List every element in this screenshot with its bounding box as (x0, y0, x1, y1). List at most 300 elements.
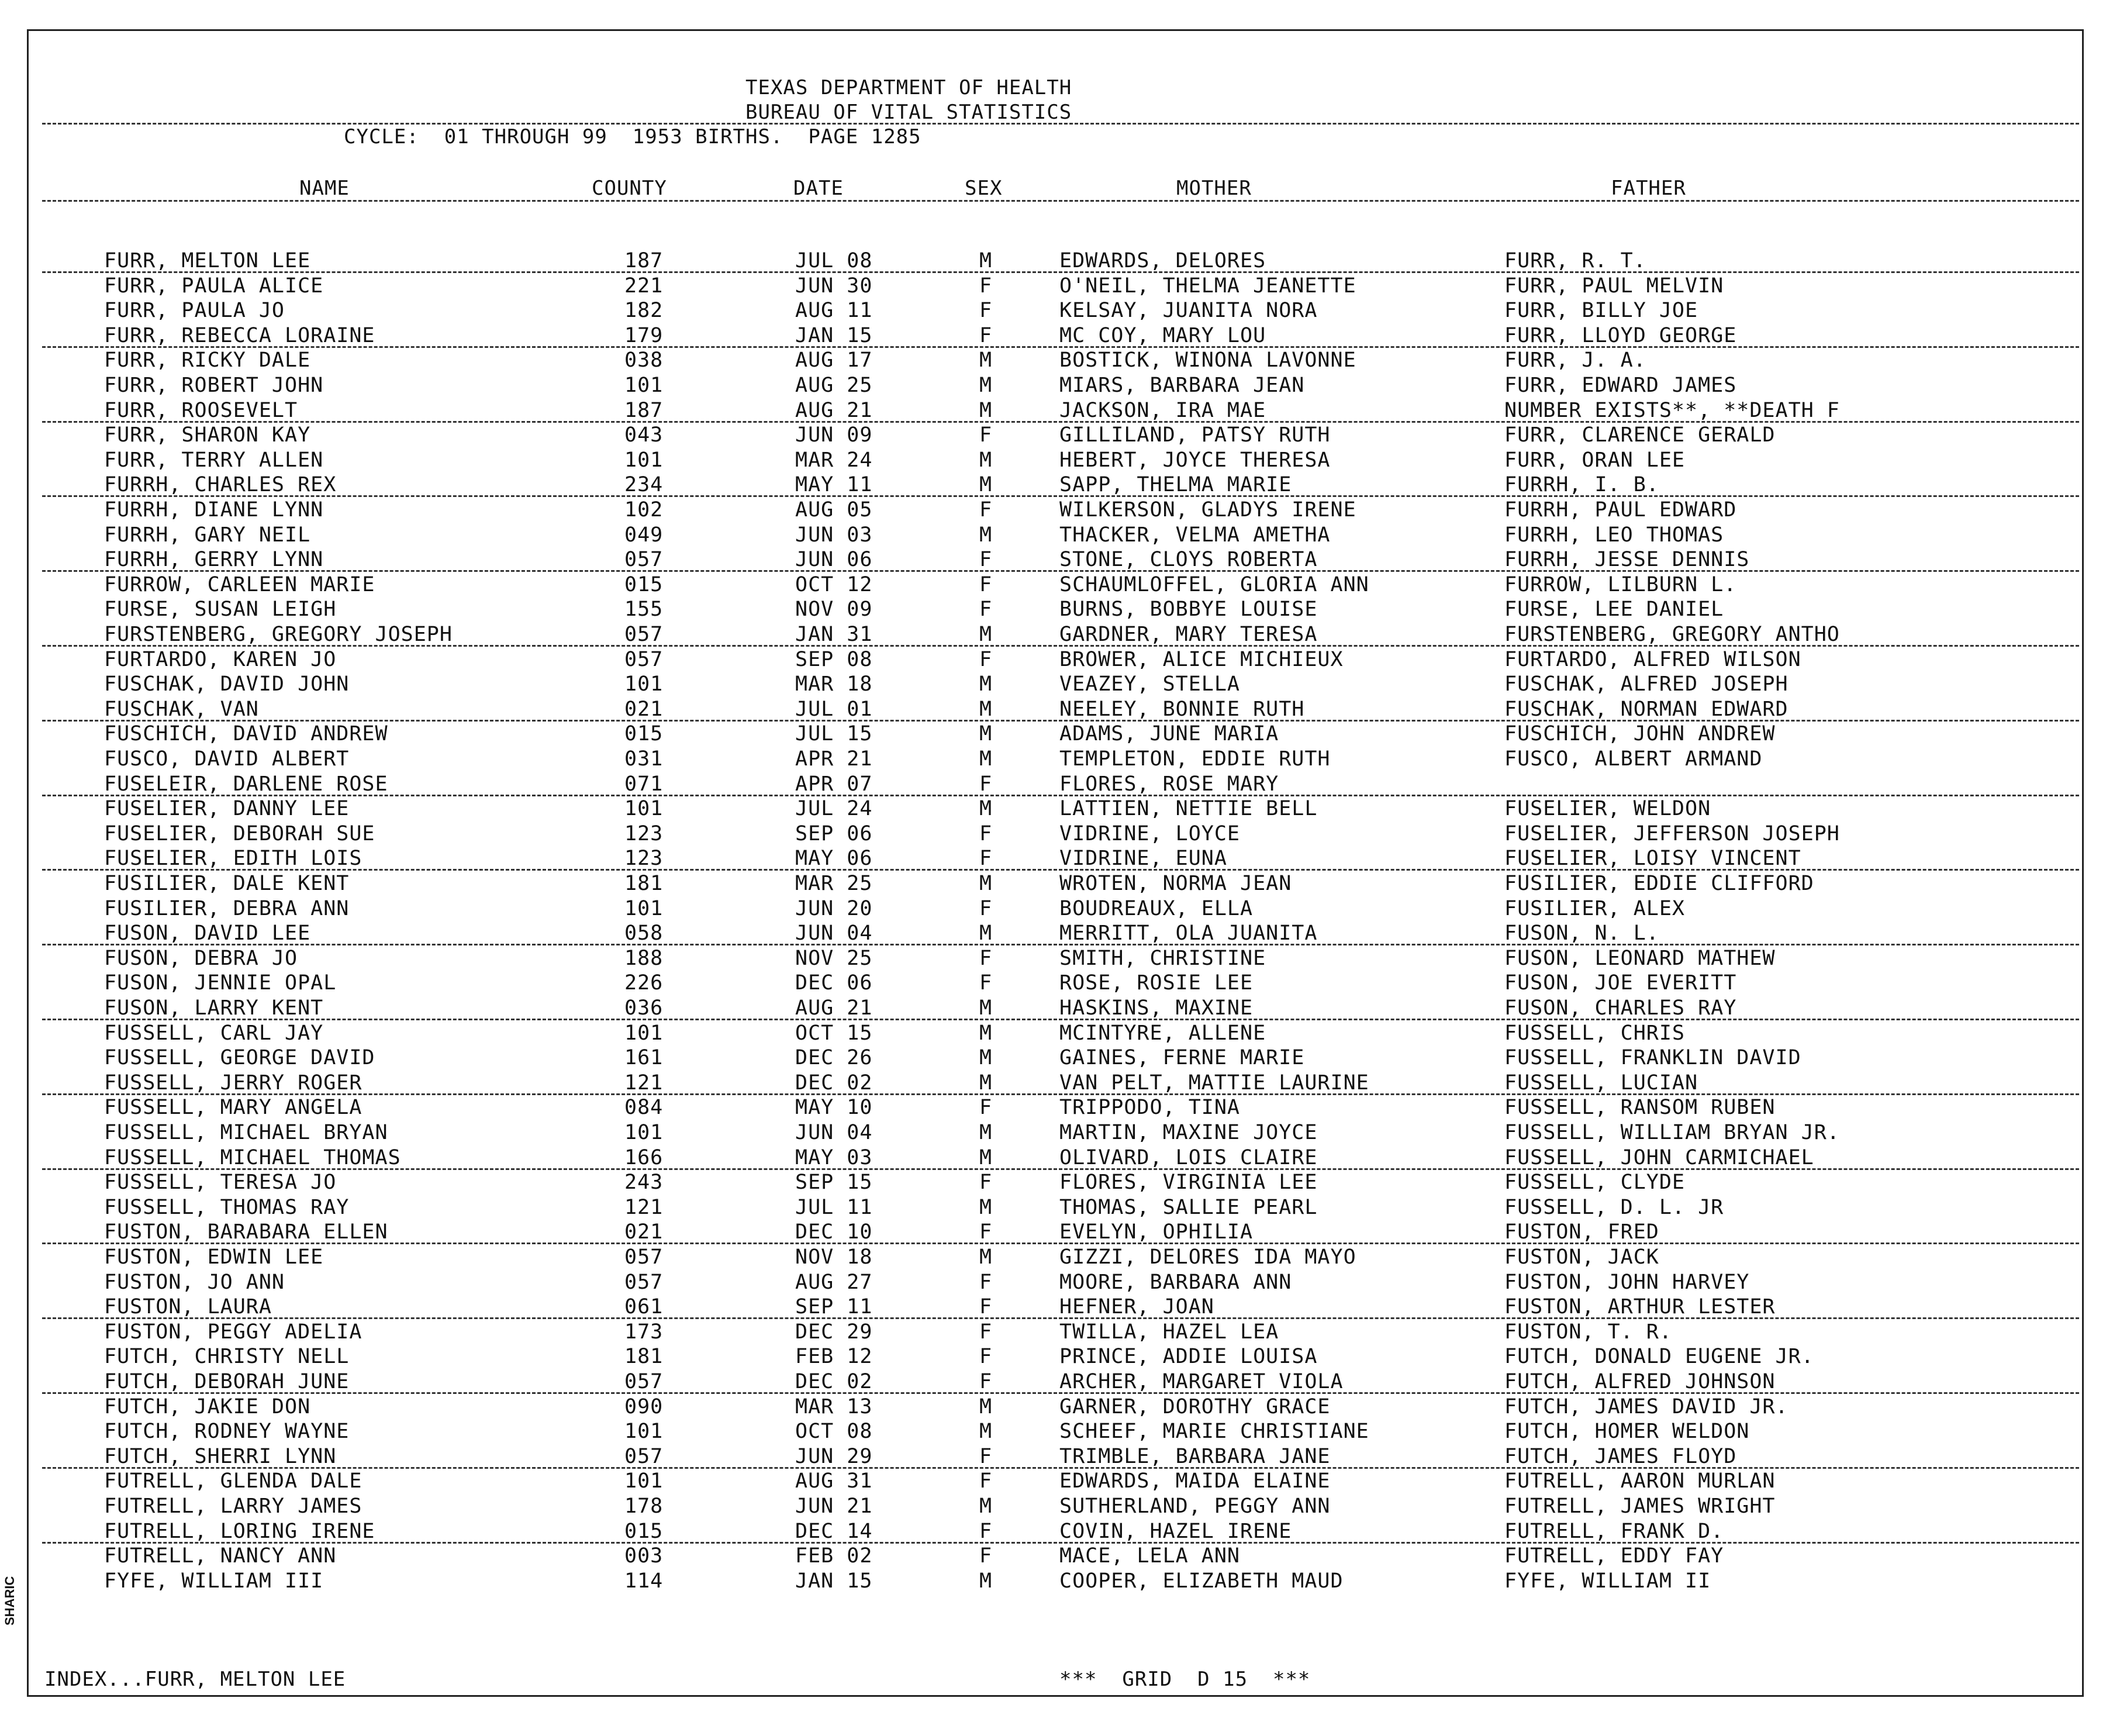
record-mother: MIARS, BARBARA JEAN (1059, 374, 1305, 397)
record-father: FUSELIER, JEFFERSON JOSEPH (1504, 822, 1840, 845)
record-row (0, 498, 2113, 523)
record-sex: M (979, 1569, 993, 1593)
record-date: JUN 30 (795, 274, 873, 298)
record-row (0, 1196, 2113, 1220)
record-name: FYFE, WILLIAM III (104, 1569, 324, 1593)
record-name: FUSSELL, MICHAEL BRYAN (104, 1121, 388, 1144)
record-sex: M (979, 1046, 993, 1070)
record-name: FURR, TERRY ALLEN (104, 448, 324, 472)
record-county: 015 (624, 572, 664, 596)
record-name: FUSELEIR, DARLENE ROSE (104, 772, 388, 796)
record-sex: M (979, 1245, 993, 1269)
record-name: FUTRELL, NANCY ANN (104, 1544, 337, 1568)
record-county: 057 (624, 1245, 664, 1269)
record-county: 057 (624, 647, 664, 671)
record-mother: FLORES, VIRGINIA LEE (1059, 1171, 1318, 1195)
record-father: FUTCH, HOMER WELDON (1504, 1420, 1750, 1444)
record-name: FUTRELL, LORING IRENE (104, 1519, 375, 1543)
record-name: FUTCH, JAKIE DON (104, 1395, 311, 1419)
record-mother: SAPP, THELMA MARIE (1059, 473, 1292, 497)
record-county: 155 (624, 598, 664, 622)
record-county: 084 (624, 1096, 664, 1120)
record-county: 188 (624, 946, 664, 970)
record-row (0, 423, 2113, 448)
record-mother: SUTHERLAND, PEGGY ANN (1059, 1495, 1331, 1518)
record-date: NOV 09 (795, 598, 873, 622)
record-row (0, 1245, 2113, 1270)
record-name: FUSSELL, GEORGE DAVID (104, 1046, 375, 1070)
record-father: FUSELIER, WELDON (1504, 797, 1711, 821)
record-father: FURR, PAUL MELVIN (1504, 274, 1724, 298)
record-date: SEP 06 (795, 822, 873, 845)
record-sex: M (979, 996, 993, 1020)
record-date: OCT 08 (795, 1420, 873, 1444)
record-date: JUN 29 (795, 1444, 873, 1468)
row-group-divider (42, 1392, 2079, 1394)
column-header-divider (42, 200, 2079, 202)
record-row (0, 847, 2113, 871)
record-mother: NEELEY, BONNIE RUTH (1059, 697, 1305, 721)
record-row (0, 722, 2113, 747)
record-row (0, 947, 2113, 971)
record-county: 101 (624, 1469, 664, 1493)
record-county: 057 (624, 623, 664, 646)
record-sex: F (979, 946, 993, 970)
column-header-sex: SEX (965, 177, 1003, 200)
record-sex: M (979, 473, 993, 497)
record-county: 121 (624, 1071, 664, 1095)
record-name: FUSON, DEBRA JO (104, 946, 298, 970)
record-sex: M (979, 523, 993, 547)
record-sex: F (979, 1270, 993, 1294)
record-name: FUSCHAK, DAVID JOHN (104, 672, 350, 696)
record-date: AUG 05 (795, 498, 873, 522)
record-sex: F (979, 1519, 993, 1543)
record-date: MAY 03 (795, 1145, 873, 1169)
record-sex: F (979, 1544, 993, 1568)
record-mother: MC COY, MARY LOU (1059, 323, 1266, 347)
record-mother: VAN PELT, MATTIE LAURINE (1059, 1071, 1369, 1095)
record-date: APR 07 (795, 772, 873, 796)
record-date: AUG 27 (795, 1270, 873, 1294)
record-father: FUTRELL, EDDY FAY (1504, 1544, 1724, 1568)
record-mother: WILKERSON, GLADYS IRENE (1059, 498, 1356, 522)
record-father: NUMBER EXISTS**, **DEATH F (1504, 398, 1840, 422)
record-name: FUSTON, EDWIN LEE (104, 1245, 324, 1269)
record-date: JUL 24 (795, 797, 873, 821)
record-father: FUSSELL, JOHN CARMICHAEL (1504, 1145, 1814, 1169)
record-county: 058 (624, 922, 664, 945)
record-county: 038 (624, 348, 664, 372)
record-mother: SCHEEF, MARIE CHRISTIANE (1059, 1420, 1369, 1444)
row-group-divider (42, 1243, 2079, 1244)
record-county: 101 (624, 672, 664, 696)
record-row (0, 1146, 2113, 1171)
record-sex: M (979, 1495, 993, 1518)
record-name: FUTRELL, LARRY JAMES (104, 1495, 362, 1518)
record-row (0, 1271, 2113, 1295)
record-mother: VEAZEY, STELLA (1059, 672, 1241, 696)
record-county: 161 (624, 1046, 664, 1070)
record-county: 123 (624, 822, 664, 845)
record-father: FURTARDO, ALFRED WILSON (1504, 647, 1801, 671)
column-header-mother: MOTHER (1176, 177, 1252, 200)
record-name: FUSSELL, MARY ANGELA (104, 1096, 362, 1120)
record-county: 226 (624, 971, 664, 995)
record-county: 015 (624, 1519, 664, 1543)
record-mother: MERRITT, OLA JUANITA (1059, 922, 1318, 945)
header-cycle: CYCLE: 01 THROUGH 99 1953 BIRTHS. PAGE 1285 (344, 125, 921, 149)
record-father: FUSILIER, ALEX (1504, 896, 1686, 920)
record-county: 221 (624, 274, 664, 298)
record-sex: F (979, 498, 993, 522)
record-name: FUSON, LARRY KENT (104, 996, 324, 1020)
record-county: 057 (624, 1444, 664, 1468)
record-name: FURTARDO, KAREN JO (104, 647, 337, 671)
row-group-divider (42, 1168, 2079, 1170)
record-date: JAN 15 (795, 1569, 873, 1593)
record-name: FURR, RICKY DALE (104, 348, 311, 372)
record-row (0, 523, 2113, 548)
record-row (0, 299, 2113, 323)
record-row (0, 872, 2113, 896)
record-row (0, 672, 2113, 697)
record-father: FURRH, PAUL EDWARD (1504, 498, 1737, 522)
record-father: FUSELIER, LOISY VINCENT (1504, 847, 1801, 871)
record-row (0, 598, 2113, 622)
record-father: FURRH, I. B. (1504, 473, 1659, 497)
record-mother: EDWARDS, DELORES (1059, 249, 1266, 272)
record-father: FUTCH, DONALD EUGENE JR. (1504, 1345, 1814, 1369)
record-sex: M (979, 1195, 993, 1219)
record-date: JUL 01 (795, 697, 873, 721)
record-mother: MARTIN, MAXINE JOYCE (1059, 1121, 1318, 1144)
record-mother: THACKER, VELMA AMETHA (1059, 523, 1331, 547)
record-father: FUSON, N. L. (1504, 922, 1659, 945)
record-sex: F (979, 423, 993, 447)
record-name: FURRH, CHARLES REX (104, 473, 337, 497)
record-father: FUSSELL, CLYDE (1504, 1171, 1686, 1195)
record-name: FUTCH, RODNEY WAYNE (104, 1420, 350, 1444)
record-row (0, 897, 2113, 922)
record-name: FUSSELL, MICHAEL THOMAS (104, 1145, 401, 1169)
record-mother: SCHAUMLOFFEL, GLORIA ANN (1059, 572, 1369, 596)
record-row (0, 1495, 2113, 1519)
record-father: FUTRELL, AARON MURLAN (1504, 1469, 1776, 1493)
record-date: JUN 09 (795, 423, 873, 447)
row-group-divider (42, 1467, 2079, 1469)
record-county: 121 (624, 1195, 664, 1219)
record-row (0, 922, 2113, 946)
record-mother: VIDRINE, LOYCE (1059, 822, 1241, 845)
record-date: JUN 04 (795, 1121, 873, 1144)
record-row (0, 747, 2113, 772)
record-father: FUSCHAK, ALFRED JOSEPH (1504, 672, 1789, 696)
record-mother: PRINCE, ADDIE LOUISA (1059, 1345, 1318, 1369)
record-name: FURRH, DIANE LYNN (104, 498, 324, 522)
record-father: FURR, BILLY JOE (1504, 299, 1698, 323)
record-name: FUSELIER, DEBORAH SUE (104, 822, 375, 845)
record-sex: M (979, 623, 993, 646)
record-row (0, 473, 2113, 498)
record-date: MAR 24 (795, 448, 873, 472)
record-date: JUN 04 (795, 922, 873, 945)
margin-label: SHARIC (2, 1576, 17, 1625)
record-row (0, 698, 2113, 722)
record-sex: M (979, 747, 993, 771)
record-county: 057 (624, 548, 664, 572)
record-father: FUSSELL, D. L. JR (1504, 1195, 1724, 1219)
record-sex: M (979, 249, 993, 272)
record-name: FURR, ROOSEVELT (104, 398, 298, 422)
record-name: FUSSELL, CARL JAY (104, 1021, 324, 1045)
record-father: FUSILIER, EDDIE CLIFFORD (1504, 872, 1814, 895)
record-county: 101 (624, 896, 664, 920)
record-county: 031 (624, 747, 664, 771)
record-sex: M (979, 374, 993, 397)
record-mother: EVELYN, OPHILIA (1059, 1220, 1254, 1244)
record-date: FEB 12 (795, 1345, 873, 1369)
record-row (0, 448, 2113, 473)
record-sex: F (979, 323, 993, 347)
record-name: FUSTON, LAURA (104, 1295, 272, 1319)
record-name: FURSE, SUSAN LEIGH (104, 598, 337, 622)
record-father: FUSSELL, WILLIAM BRYAN JR. (1504, 1121, 1840, 1144)
row-group-divider (42, 795, 2079, 796)
record-mother: STONE, CLOYS ROBERTA (1059, 548, 1318, 572)
record-county: 057 (624, 1270, 664, 1294)
record-mother: THOMAS, SALLIE PEARL (1059, 1195, 1318, 1219)
record-row (0, 1420, 2113, 1444)
record-date: AUG 25 (795, 374, 873, 397)
record-county: 173 (624, 1320, 664, 1344)
record-sex: F (979, 572, 993, 596)
record-name: FUSCHICH, DAVID ANDREW (104, 722, 388, 746)
record-sex: M (979, 1121, 993, 1144)
record-father: FUSCO, ALBERT ARMAND (1504, 747, 1763, 771)
record-name: FURRH, GARY NEIL (104, 523, 311, 547)
row-group-divider (42, 495, 2079, 497)
record-date: OCT 12 (795, 572, 873, 596)
record-row (0, 399, 2113, 423)
record-row (0, 1295, 2113, 1320)
record-mother: TWILLA, HAZEL LEA (1059, 1320, 1279, 1344)
record-sex: M (979, 872, 993, 895)
record-father: FURR, EDWARD JAMES (1504, 374, 1737, 397)
record-date: DEC 26 (795, 1046, 873, 1070)
record-row (0, 348, 2113, 373)
row-group-divider (42, 869, 2079, 871)
record-date: DEC 10 (795, 1220, 873, 1244)
record-date: AUG 21 (795, 398, 873, 422)
record-row (0, 1345, 2113, 1369)
record-county: 061 (624, 1295, 664, 1319)
record-date: JUL 08 (795, 249, 873, 272)
record-name: FUSTON, BARABARA ELLEN (104, 1220, 388, 1244)
record-county: 178 (624, 1495, 664, 1518)
record-date: AUG 17 (795, 348, 873, 372)
record-date: DEC 06 (795, 971, 873, 995)
record-sex: F (979, 1444, 993, 1468)
record-county: 071 (624, 772, 664, 796)
record-mother: JACKSON, IRA MAE (1059, 398, 1266, 422)
record-father: FURR, R. T. (1504, 249, 1646, 272)
record-mother: ADAMS, JUNE MARIA (1059, 722, 1279, 746)
row-group-divider (42, 271, 2079, 273)
record-date: SEP 08 (795, 647, 873, 671)
record-name: FUTRELL, GLENDA DALE (104, 1469, 362, 1493)
footer-index: INDEX...FURR, MELTON LEE (44, 1668, 346, 1691)
record-mother: HEFNER, JOAN (1059, 1295, 1214, 1319)
record-mother: COOPER, ELIZABETH MAUD (1059, 1569, 1344, 1593)
record-father: FURSTENBERG, GREGORY ANTHO (1504, 623, 1840, 646)
record-name: FURR, SHARON KAY (104, 423, 311, 447)
record-date: MAR 18 (795, 672, 873, 696)
record-date: AUG 11 (795, 299, 873, 323)
record-father: FUTRELL, JAMES WRIGHT (1504, 1495, 1776, 1518)
record-date: JUN 20 (795, 896, 873, 920)
record-county: 021 (624, 1220, 664, 1244)
footer-grid: *** GRID D 15 *** (1059, 1668, 1311, 1691)
record-row (0, 1395, 2113, 1420)
record-father: FUSSELL, RANSOM RUBEN (1504, 1096, 1776, 1120)
row-group-divider (42, 1093, 2079, 1095)
record-date: DEC 02 (795, 1370, 873, 1393)
row-group-divider (42, 346, 2079, 348)
record-date: SEP 15 (795, 1171, 873, 1195)
record-father: FUSON, JOE EVERITT (1504, 971, 1737, 995)
record-mother: BURNS, BOBBYE LOUISE (1059, 598, 1318, 622)
record-row (0, 548, 2113, 572)
record-row (0, 1071, 2113, 1096)
record-row (0, 1569, 2113, 1594)
record-county: 021 (624, 697, 664, 721)
record-county: 234 (624, 473, 664, 497)
row-group-divider (42, 944, 2079, 945)
record-name: FURROW, CARLEEN MARIE (104, 572, 375, 596)
record-name: FURRH, GERRY LYNN (104, 548, 324, 572)
record-mother: KELSAY, JUANITA NORA (1059, 299, 1318, 323)
record-name: FUSTON, JO ANN (104, 1270, 285, 1294)
record-row (0, 573, 2113, 598)
record-name: FUSELIER, EDITH LOIS (104, 847, 362, 871)
row-group-divider (42, 720, 2079, 722)
record-county: 090 (624, 1395, 664, 1419)
record-row (0, 1445, 2113, 1469)
record-mother: TEMPLETON, EDDIE RUTH (1059, 747, 1331, 771)
record-father: FUSCHICH, JOHN ANDREW (1504, 722, 1776, 746)
record-sex: F (979, 1469, 993, 1493)
record-mother: O'NEIL, THELMA JEANETTE (1059, 274, 1356, 298)
record-row (0, 1121, 2113, 1145)
record-mother: EDWARDS, MAIDA ELAINE (1059, 1469, 1331, 1493)
record-mother: WROTEN, NORMA JEAN (1059, 872, 1292, 895)
record-date: MAR 25 (795, 872, 873, 895)
record-sex: M (979, 672, 993, 696)
record-row (0, 971, 2113, 996)
record-sex: F (979, 274, 993, 298)
record-date: SEP 11 (795, 1295, 873, 1319)
record-name: FUTCH, DEBORAH JUNE (104, 1370, 350, 1393)
record-mother: MOORE, BARBARA ANN (1059, 1270, 1292, 1294)
record-date: JAN 31 (795, 623, 873, 646)
row-group-divider (42, 645, 2079, 647)
row-group-divider (42, 1019, 2079, 1020)
record-row (0, 772, 2113, 797)
record-row (0, 797, 2113, 822)
record-sex: F (979, 299, 993, 323)
record-county: 243 (624, 1171, 664, 1195)
record-father: FUTRELL, FRANK D. (1504, 1519, 1724, 1543)
row-group-divider (42, 421, 2079, 423)
record-sex: M (979, 1071, 993, 1095)
record-father: FURRH, JESSE DENNIS (1504, 548, 1750, 572)
record-name: FUSSELL, THOMAS RAY (104, 1195, 350, 1219)
record-county: 043 (624, 423, 664, 447)
record-mother: BROWER, ALICE MICHIEUX (1059, 647, 1344, 671)
record-sex: M (979, 797, 993, 821)
record-county: 101 (624, 1420, 664, 1444)
record-father: FUSON, CHARLES RAY (1504, 996, 1737, 1020)
record-row (0, 1220, 2113, 1245)
record-father: FURR, LLOYD GEORGE (1504, 323, 1737, 347)
record-father: FYFE, WILLIAM II (1504, 1569, 1711, 1593)
record-county: 101 (624, 448, 664, 472)
record-sex: F (979, 1171, 993, 1195)
record-date: NOV 25 (795, 946, 873, 970)
row-group-divider (42, 1317, 2079, 1319)
record-county: 102 (624, 498, 664, 522)
record-county: 179 (624, 323, 664, 347)
record-row (0, 1320, 2113, 1345)
record-date: APR 21 (795, 747, 873, 771)
record-date: MAY 11 (795, 473, 873, 497)
record-father: FURSE, LEE DANIEL (1504, 598, 1724, 622)
record-county: 101 (624, 374, 664, 397)
record-father: FUTCH, ALFRED JOHNSON (1504, 1370, 1776, 1393)
record-sex: F (979, 1220, 993, 1244)
row-group-divider (42, 1542, 2079, 1544)
row-group-divider (42, 570, 2079, 572)
record-father: FURRH, LEO THOMAS (1504, 523, 1724, 547)
record-sex: F (979, 548, 993, 572)
record-row (0, 1021, 2113, 1046)
record-sex: M (979, 922, 993, 945)
record-sex: M (979, 398, 993, 422)
record-date: FEB 02 (795, 1544, 873, 1568)
record-mother: MACE, LELA ANN (1059, 1544, 1241, 1568)
record-row (0, 249, 2113, 274)
record-row (0, 1544, 2113, 1569)
record-father: FURROW, LILBURN L. (1504, 572, 1737, 596)
record-name: FURR, REBECCA LORAINE (104, 323, 375, 347)
record-sex: M (979, 1145, 993, 1169)
record-mother: GARDNER, MARY TERESA (1059, 623, 1318, 646)
record-father: FUSSELL, CHRIS (1504, 1021, 1686, 1045)
record-mother: LATTIEN, NETTIE BELL (1059, 797, 1318, 821)
record-mother: VIDRINE, EUNA (1059, 847, 1227, 871)
record-mother: OLIVARD, LOIS CLAIRE (1059, 1145, 1318, 1169)
record-mother: SMITH, CHRISTINE (1059, 946, 1266, 970)
record-mother: BOUDREAUX, ELLA (1059, 896, 1254, 920)
record-father: FUSCHAK, NORMAN EDWARD (1504, 697, 1789, 721)
record-sex: F (979, 971, 993, 995)
record-county: 181 (624, 1345, 664, 1369)
record-county: 123 (624, 847, 664, 871)
record-sex: F (979, 598, 993, 622)
record-name: FUTCH, SHERRI LYNN (104, 1444, 337, 1468)
record-sex: F (979, 847, 993, 871)
